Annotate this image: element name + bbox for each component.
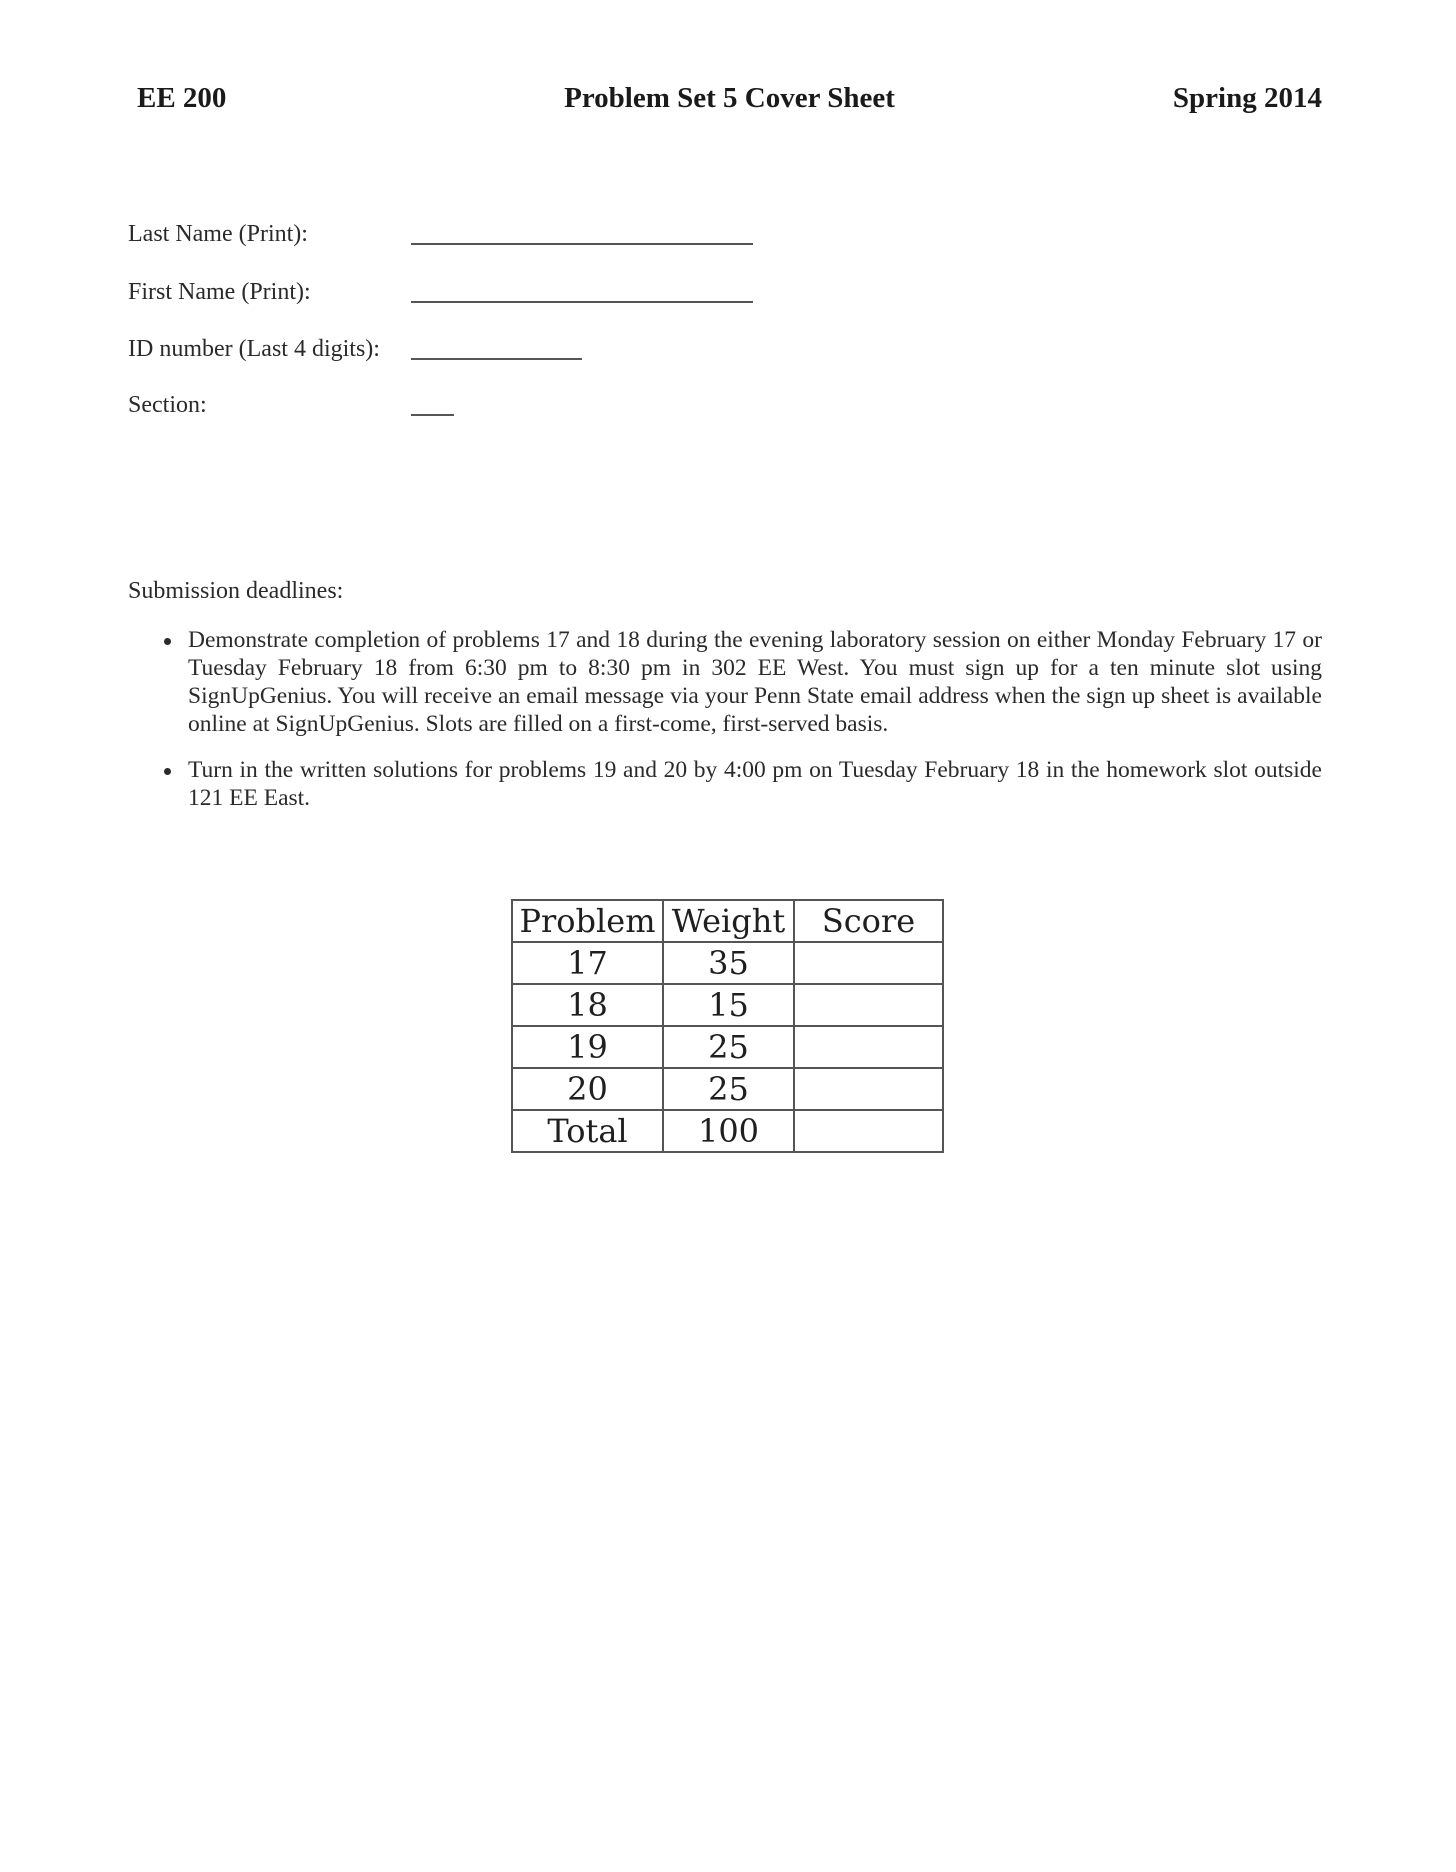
deadlines-list xyxy=(160,626,1322,830)
total-label-cell: Total xyxy=(512,1110,663,1152)
document-title: Problem Set 5 Cover Sheet xyxy=(564,82,895,114)
deadline-item xyxy=(160,756,1322,812)
column-header: Weight xyxy=(663,900,794,942)
weight-cell: 15 xyxy=(663,984,794,1026)
weight-cell: 25 xyxy=(663,1068,794,1110)
total-score-cell[interactable] xyxy=(794,1110,943,1152)
total-weight-cell: 100 xyxy=(663,1110,794,1152)
weight-cell: 25 xyxy=(663,1026,794,1068)
score-cell[interactable] xyxy=(794,1068,943,1110)
section-blank[interactable] xyxy=(411,414,454,416)
bullet-icon xyxy=(164,638,171,645)
column-header: Score xyxy=(794,900,943,942)
section-label: Section: xyxy=(128,392,207,418)
problem-cell: 17 xyxy=(512,942,663,984)
problem-cell: 19 xyxy=(512,1026,663,1068)
deadline-item xyxy=(160,626,1322,738)
id-number-blank[interactable] xyxy=(411,358,582,360)
deadlines-heading: Submission deadlines: xyxy=(128,578,344,604)
table-row xyxy=(512,1068,943,1110)
problem-cell: 18 xyxy=(512,984,663,1026)
page-header xyxy=(137,82,1322,122)
weight-cell: 35 xyxy=(663,942,794,984)
table-row xyxy=(512,984,943,1026)
table-row xyxy=(512,1026,943,1068)
score-table xyxy=(511,899,944,1153)
bullet-icon xyxy=(164,768,171,775)
table-row xyxy=(512,942,943,984)
first-name-label: First Name (Print): xyxy=(128,279,311,305)
last-name-blank[interactable] xyxy=(411,243,753,245)
last-name-label: Last Name (Print): xyxy=(128,221,308,247)
problem-cell: 20 xyxy=(512,1068,663,1110)
table-header-row xyxy=(512,900,943,942)
deadline-text: Demonstrate completion of problems 17 and 18 during the evening laboratory session on either Monday February 17 or Tuesday February 18 from 6:30 pm to 8:30 pm in 302 EE West. You must sign up for a ten minute slot using SignUpGenius. You will receive an email message via your Penn State email address when the sign up sheet is available online at SignUpGenius. Slots are filled on a first-come, first-served basis. xyxy=(188,627,1322,737)
column-header: Problem xyxy=(512,900,663,942)
first-name-blank[interactable] xyxy=(411,301,753,303)
course-code: EE 200 xyxy=(137,82,227,114)
term: Spring 2014 xyxy=(1172,82,1322,114)
score-cell[interactable] xyxy=(794,984,943,1026)
deadline-text: Turn in the written solutions for problems 19 and 20 by 4:00 pm on Tuesday February 18 in the homework slot outside 121 EE East. xyxy=(188,757,1322,811)
id-number-label: ID number (Last 4 digits): xyxy=(128,336,380,362)
score-cell[interactable] xyxy=(794,942,943,984)
table-total-row xyxy=(512,1110,943,1152)
score-cell[interactable] xyxy=(794,1026,943,1068)
